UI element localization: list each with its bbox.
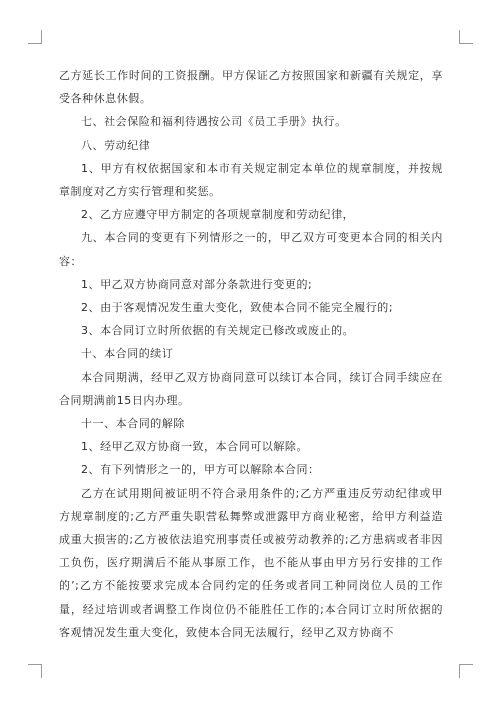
paragraph-continuation: 乙方延长工作时间的工资报酬。甲方保证乙方按照国家和新疆有关规定，享受各种休息休假。	[59, 69, 443, 106]
paragraph-renewal: 本合同期满，经甲乙双方协商同意可以续订本合同，续订合同手续应在合同期满前15日内办理。	[59, 370, 443, 407]
heading-contract-change: 九、本合同的变更有下列情形之一的，甲乙双方可变更本合同的相关内容：	[59, 231, 443, 268]
crop-mark-top-right	[459, 30, 473, 44]
heading-labor-discipline: 八、劳动纪律	[81, 138, 151, 152]
paragraph-termination-item-2: 2、有下列情形之一的，甲方可以解除本合同：	[81, 463, 320, 477]
crop-mark-bottom-left	[28, 664, 42, 678]
paragraph-termination-conditions: 乙方在试用期间被证明不符合录用条件的;乙方严重违反劳动纪律或甲方规章制度的;乙方严重失职营私舞弊或泄露甲方商业秘密，给甲方利益造成重大损害的;乙方被依法追究刑事责任或被劳动教养的;乙方患病或者非因工负伤，医疗期满后不能从事原工作，也不能从事由甲方另行安排的工作的’;乙方不能按要求完成本合同约定的任务或者同工种同岗位人员的工作量，经过培训或者调整工作岗位仍不能胜任工作的;本合同订立时所依据的客观情况发生重大变化，致使本合同无法履行，经甲乙双方协商不	[59, 486, 443, 639]
paragraph-change-item-3: 3、本合同订立时所依据的有关规定已修改或废止的。	[81, 324, 355, 338]
heading-contract-renewal: 十、本合同的续订	[81, 347, 174, 361]
paragraph-discipline-item-2: 2、乙方应遵守甲方制定的各项规章制度和劳动纪律，	[81, 208, 355, 222]
paragraph-termination-item-1: 1、经甲乙双方协商一致，本合同可以解除。	[81, 440, 308, 454]
paragraph-discipline-item-1: 1、甲方有权依据国家和本市有关规定制定本单位的规章制度，并按规章制度对乙方实行管理和奖惩。	[59, 161, 443, 199]
paragraph-change-item-1: 1、甲乙双方协商同意对部分条款进行变更的;	[81, 277, 313, 291]
crop-mark-top-left	[28, 30, 42, 44]
document-body	[59, 64, 443, 644]
heading-contract-termination: 十一、本合同的解除	[81, 417, 185, 431]
paragraph-change-item-2: 2、由于客观情况发生重大变化，致使本合同不能完全履行的;	[81, 301, 394, 315]
crop-mark-bottom-right	[459, 664, 473, 678]
paragraph-social-insurance: 七、社会保险和福利待遇按公司《员工手册》执行。	[81, 115, 347, 129]
